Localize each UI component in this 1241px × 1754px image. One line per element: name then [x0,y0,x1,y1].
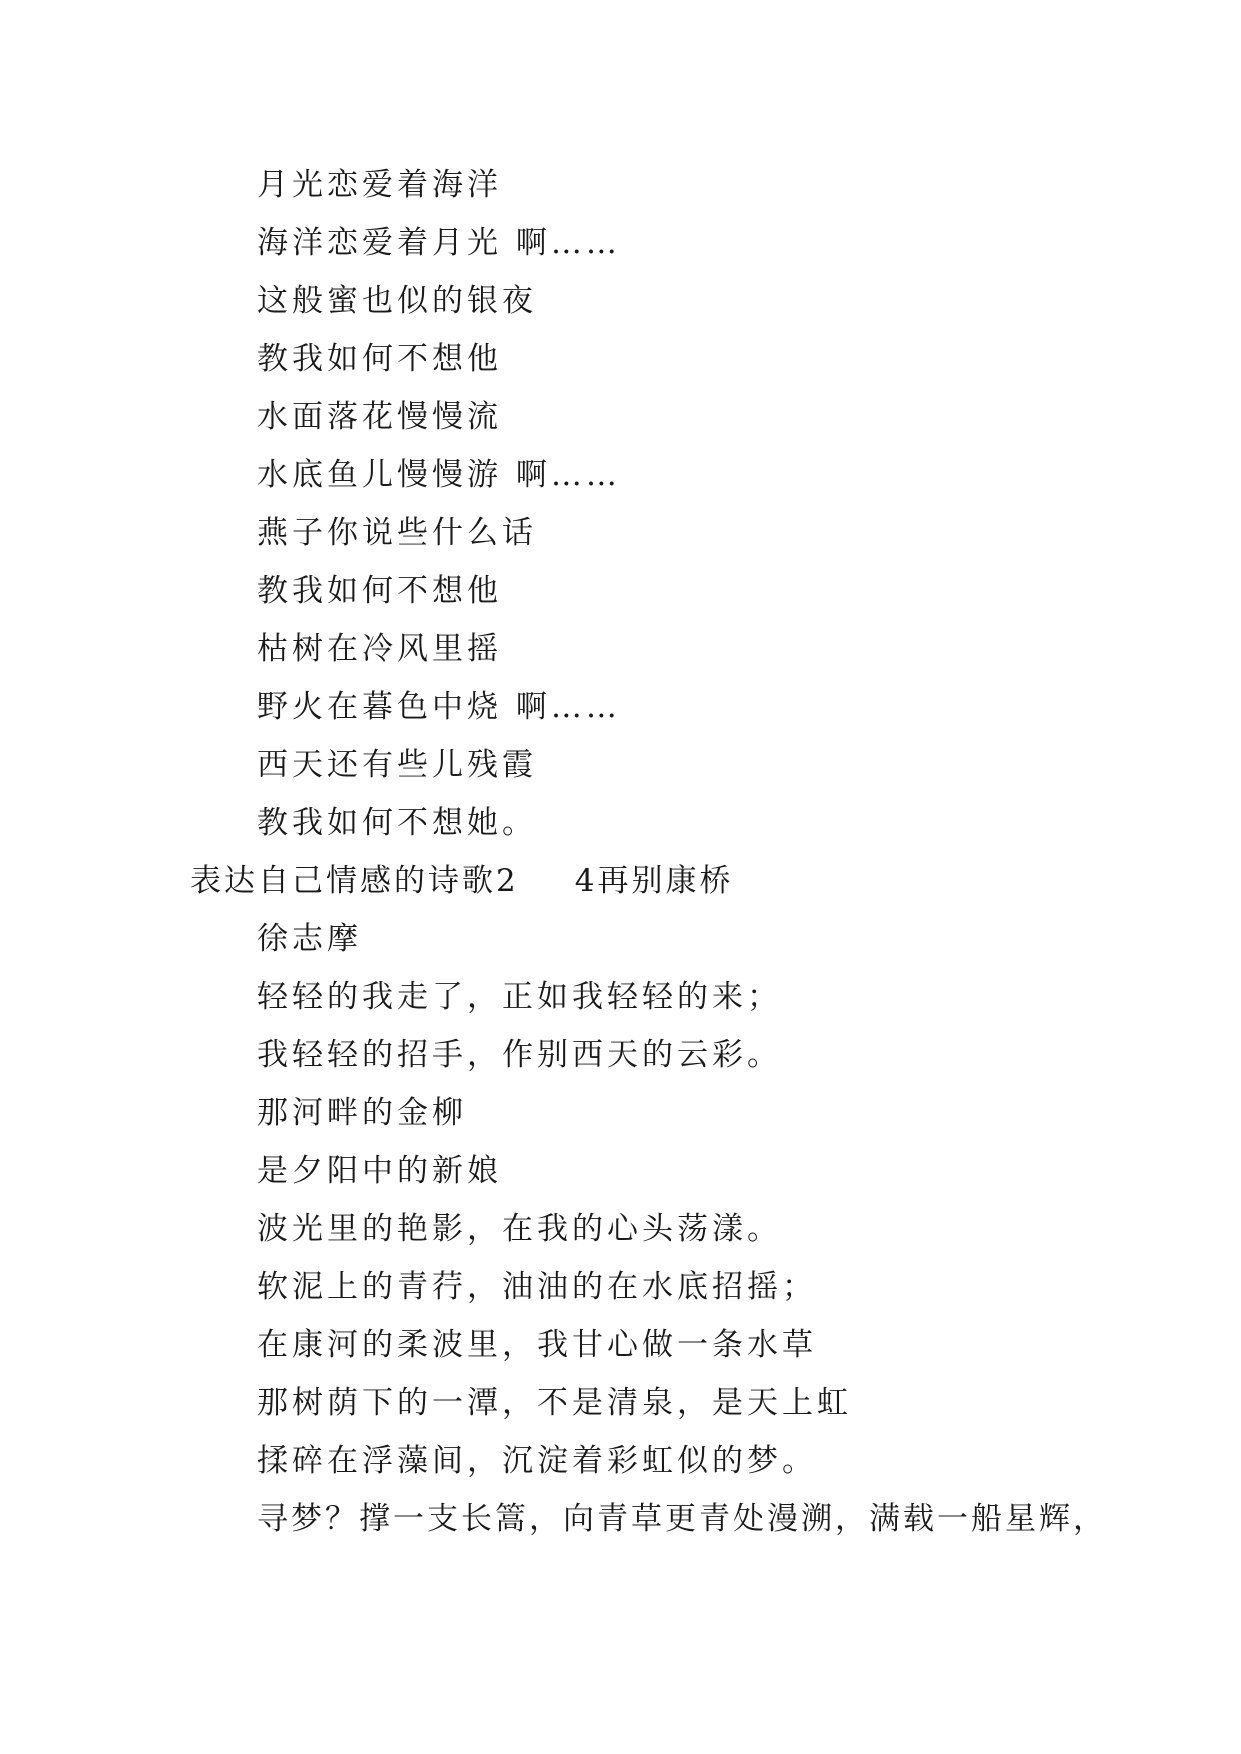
poem2-author: 徐志摩 [257,921,362,957]
poem1-line-11: 西天还有些儿残霞 [257,747,537,783]
poem2-line-2: 我轻轻的招手，作别西天的云彩。 [257,1037,782,1073]
poem2-line-5: 波光里的艳影，在我的心头荡漾。 [257,1211,782,1247]
poem1-line-4: 教我如何不想他 [257,341,502,377]
poem2-line-4: 是夕阳中的新娘 [257,1153,502,1189]
poem1-line-12: 教我如何不想她。 [257,805,537,841]
poem1-line-9: 枯树在冷风里摇 [257,631,502,667]
poem2-line-10: 寻梦？撑一支长篙，向青草更青处漫溯，满载一船星辉， [257,1501,1107,1537]
poem2-line-9: 揉碎在浮藻间，沉淀着彩虹似的梦。 [257,1443,817,1479]
poem1-line-3: 这般蜜也似的银夜 [257,283,537,319]
poem2-line-1: 轻轻的我走了，正如我轻轻的来； [257,979,782,1015]
poem1-line-10: 野火在暮色中烧 啊…… [257,689,621,725]
section-heading [190,861,733,901]
poem2-line-7: 在康河的柔波里，我甘心做一条水草 [257,1327,817,1363]
poem1-line-6: 水底鱼儿慢慢游 啊…… [257,457,621,493]
poem2-line-3: 那河畔的金柳 [257,1095,467,1131]
poem1-line-1: 月光恋爱着海洋 [257,167,502,203]
poem1-line-5: 水面落花慢慢流 [257,399,502,435]
section-heading-title: 表达自己情感的诗歌2 [190,863,519,899]
poem1-line-8: 教我如何不想他 [257,573,502,609]
section-heading-subtitle: 4再别康桥 [574,863,734,899]
poem1-line-7: 燕子你说些什么话 [257,515,537,551]
poem2-line-8: 那树荫下的一潭，不是清泉，是天上虹 [257,1385,852,1421]
poem1-line-2: 海洋恋爱着月光 啊…… [257,225,621,261]
poem2-line-6: 软泥上的青荇，油油的在水底招摇； [257,1269,817,1305]
